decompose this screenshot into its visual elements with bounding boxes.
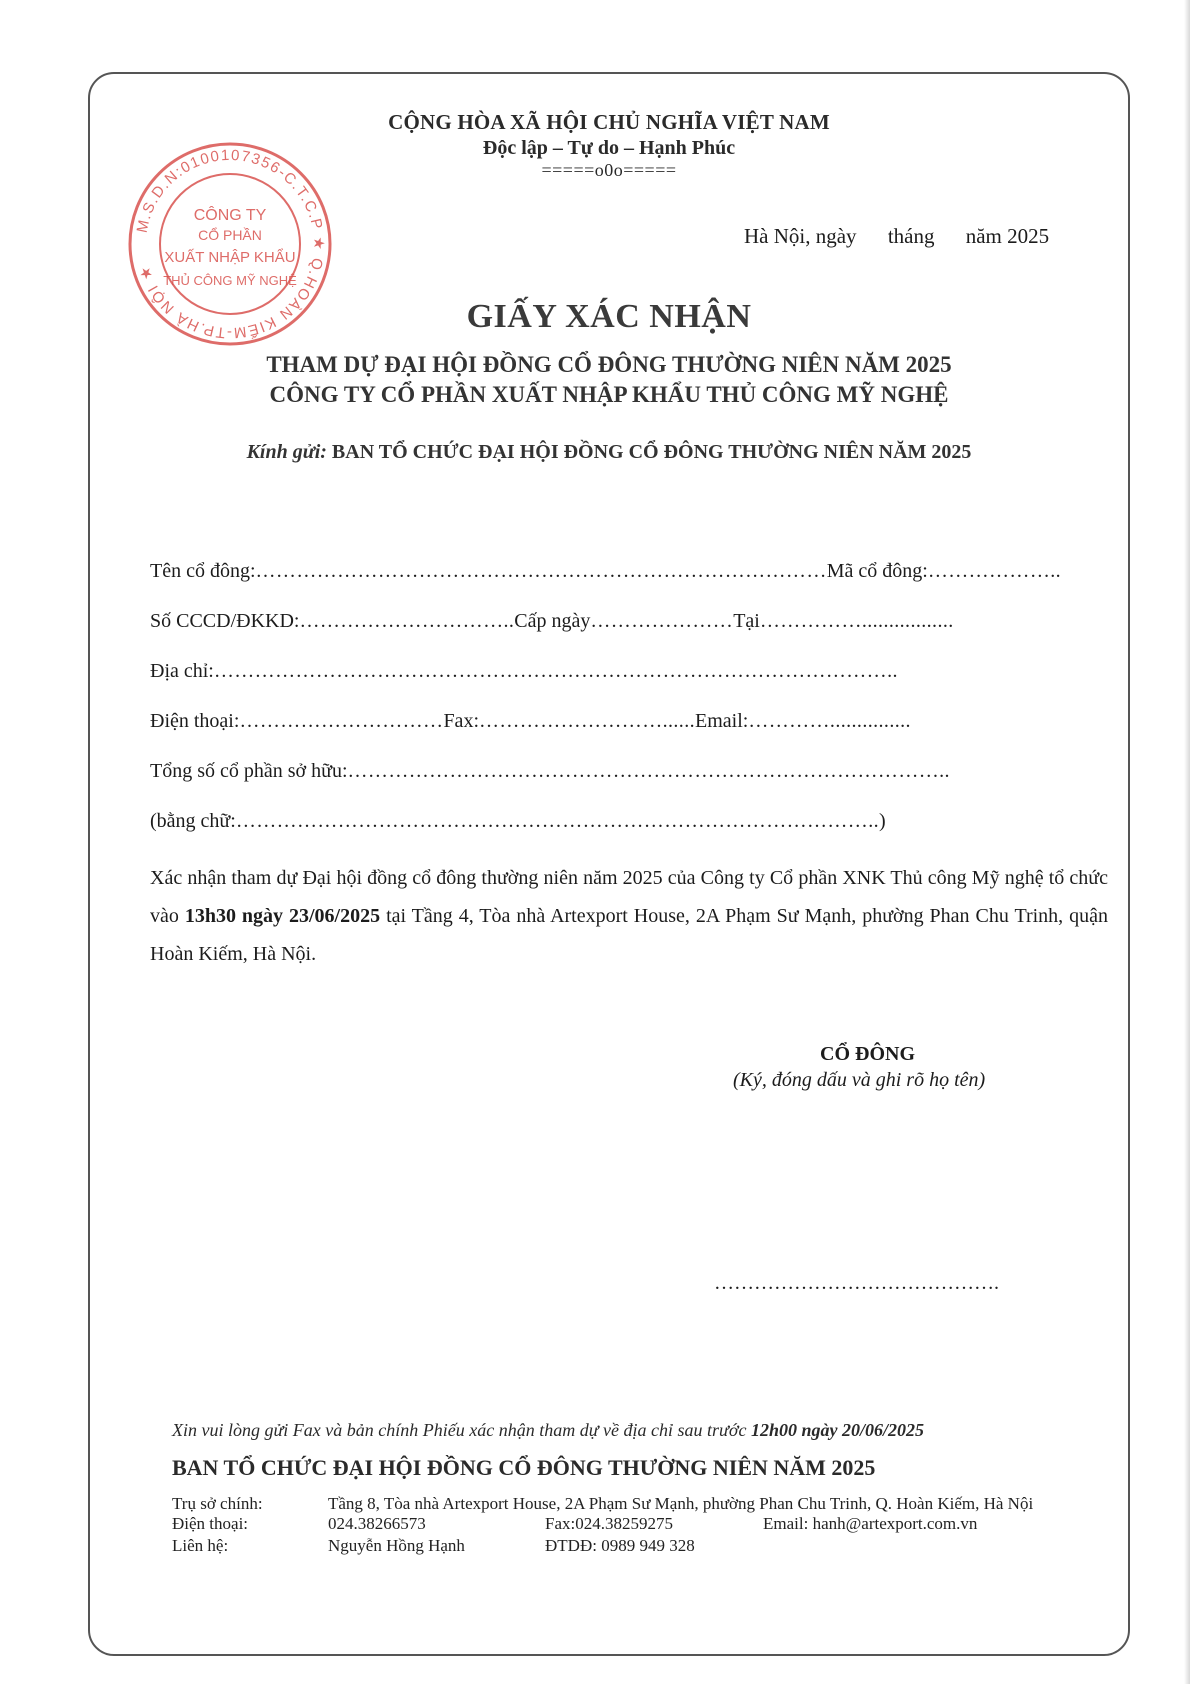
- phone-field[interactable]: …………………………: [239, 710, 444, 732]
- fax-field[interactable]: ………………………......: [479, 710, 695, 732]
- footer-contact-label: Liên hệ:: [172, 1536, 229, 1555]
- document-subtitle-2: CÔNG TY CỔ PHẦN XUẤT NHẬP KHẨU THỦ CÔNG MỸ NGHỆ: [269, 382, 949, 407]
- date-month: tháng: [887, 224, 935, 248]
- stamp-ring-text: M.S.D.N:0100107356-C.T.C.P ★ Q.HOÀN KIẾM-TP.HÀ NỘI ★: [133, 146, 328, 342]
- document-title: GIẤY XÁC NHẬN: [466, 298, 752, 335]
- signature-note: (Ký, đóng dấu và ghi rõ họ tên): [733, 1069, 986, 1091]
- organizing-committee: BAN TỔ CHỨC ĐẠI HỘI ĐỒNG CỔ ĐÔNG THƯỜNG NIÊN NĂM 2025: [172, 1455, 876, 1480]
- id-number-field[interactable]: …………………………..: [299, 610, 515, 632]
- footer-fax: Fax:024.38259275: [545, 1514, 673, 1533]
- footer-phone-label: Điện thoại:: [172, 1514, 249, 1533]
- footer-email[interactable]: Email: hanh@artexport.com.vn: [763, 1514, 978, 1533]
- issue-place-field[interactable]: …………….................: [759, 610, 954, 632]
- issue-date-label: Cấp ngày: [514, 610, 591, 632]
- email-label: Email:: [695, 710, 749, 732]
- signature-line[interactable]: …………………………………….: [714, 1272, 999, 1294]
- signature-title: CỔ ĐÔNG: [820, 1043, 915, 1065]
- shareholder-code-field[interactable]: ………………..: [927, 560, 1062, 582]
- header-decoration: =====o0o=====: [541, 160, 677, 180]
- shares-in-words-field[interactable]: …………………………………………………………………………………..: [235, 810, 880, 832]
- shareholder-name-field[interactable]: …………………………………………………………………………: [255, 560, 827, 582]
- date-year: năm 2025: [965, 224, 1050, 248]
- address-row: [150, 660, 898, 683]
- nation-heading: CỘNG HÒA XÃ HỘI CHỦ NGHĨA VIỆT NAM: [388, 110, 830, 134]
- shares-in-words-label: (bằng chữ:: [150, 810, 236, 832]
- motto: Độc lập – Tự do – Hạnh Phúc: [482, 137, 736, 159]
- shareholder-code-label: Mã cổ đông:: [826, 560, 928, 582]
- address-field[interactable]: ………………………………………………………………………………………..: [213, 660, 898, 682]
- phone-label: Điện thoại:: [150, 710, 240, 732]
- address-label: Địa chỉ:: [150, 660, 214, 682]
- headquarters-address: Tầng 8, Tòa nhà Artexport House, 2A Phạm Sư Mạnh, phường Phan Chu Trinh, Q. Hoàn Kiếm, Hà Nội: [328, 1494, 1034, 1513]
- confirmation-paragraph: [150, 859, 1108, 973]
- stamp-line-1: CÔNG TY: [193, 207, 267, 224]
- contact-row: [150, 710, 911, 733]
- issue-place-label: Tại: [733, 610, 760, 632]
- shareholder-name-row: [150, 560, 1061, 583]
- stamp-line-2: CỔ PHẦN: [198, 227, 262, 243]
- date-line: [744, 224, 1049, 249]
- confirmation-datetime: 13h30 ngày 23/06/2025: [184, 905, 381, 927]
- id-number-row: [150, 610, 954, 633]
- addressee-label: Kính gửi:: [246, 441, 327, 463]
- headquarters-label: Trụ sở chính:: [172, 1494, 263, 1513]
- email-field[interactable]: …………...............: [748, 710, 911, 732]
- stamp-line-3: XUẤT NHẬP KHẨU: [164, 249, 296, 266]
- footer-contact-name: Nguyễn Hồng Hạnh: [328, 1536, 465, 1555]
- shares-label: Tổng số cổ phần sở hữu:: [150, 760, 348, 782]
- shareholder-name-label: Tên cổ đông:: [150, 560, 256, 582]
- confirmation-text-1: Xác nhận tham dự Đại hội đồng cổ đông thường niên năm 2025 của Công ty Cổ phần XNK Thủ công Mỹ nghệ tổ chức vào: [150, 867, 1108, 927]
- date-place: Hà Nội, ngày: [744, 224, 857, 248]
- stamp-line-4: THỦ CÔNG MỸ NGHỆ: [163, 273, 297, 288]
- confirmation-text-2: tại Tầng 4, Tòa nhà Artexport House, 2A Phạm Sư Mạnh, phường Phan Chu Trinh, quận Hoàn Kiếm, Hà Nội.: [150, 905, 1109, 965]
- submission-deadline: 12h00 ngày 20/06/2025: [750, 1420, 924, 1440]
- shares-field[interactable]: ……………………………………………………………………………..: [347, 760, 950, 782]
- addressee-line: [88, 441, 1130, 464]
- shares-in-words-row: [150, 810, 886, 833]
- footer-mobile: ĐTDĐ: 0989 949 328: [545, 1536, 695, 1555]
- footer-phone: 024.38266573: [328, 1514, 426, 1533]
- issue-date-field[interactable]: …………………: [590, 610, 734, 632]
- addressee-value: BAN TỔ CHỨC ĐẠI HỘI ĐỒNG CỔ ĐÔNG THƯỜNG NIÊN NĂM 2025: [331, 441, 972, 463]
- document-subtitle-1: THAM DỰ ĐẠI HỘI ĐỒNG CỔ ĐÔNG THƯỜNG NIÊN NĂM 2025: [266, 352, 952, 377]
- submission-note-text: Xin vui lòng gửi Fax và bản chính Phiếu xác nhận tham dự về địa chỉ sau trước: [172, 1420, 751, 1440]
- scan-edge: [1184, 0, 1190, 1684]
- shares-in-words-close: ): [879, 810, 886, 832]
- id-number-label: Số CCCD/ĐKKD:: [150, 610, 300, 632]
- fax-label: Fax:: [443, 710, 479, 732]
- shares-row: [150, 760, 950, 783]
- submission-note: [172, 1420, 924, 1441]
